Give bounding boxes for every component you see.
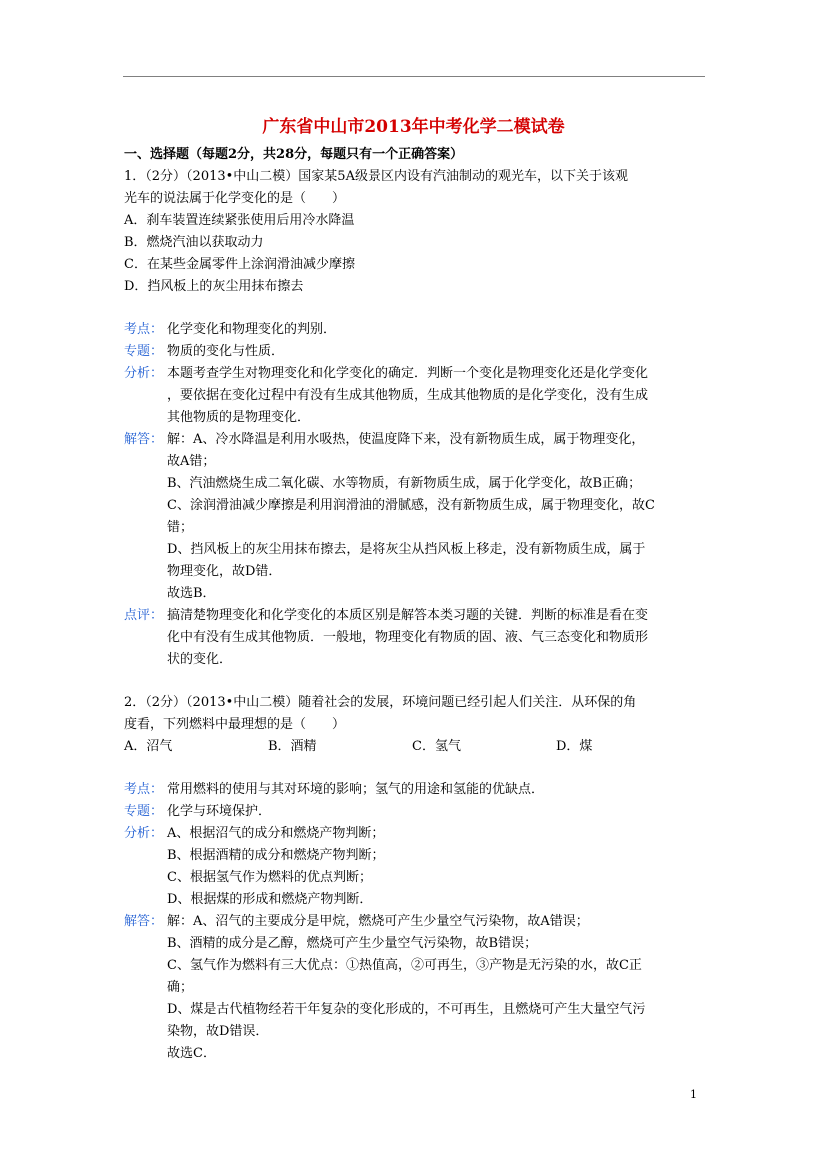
analysis-body — [167, 779, 704, 801]
analysis-line: 物质的变化与性质． — [167, 344, 285, 359]
analysis-line: B、汽油燃烧生成二氧化碳、水等物质，有新物质生成，属于化学变化，故B正确； — [167, 476, 642, 491]
analysis-line: 搞清楚物理变化和化学变化的本质区别是解答本类习题的关键．判断的标准是看在变 — [167, 608, 649, 623]
spacer — [124, 298, 704, 319]
analysis-body — [167, 319, 704, 341]
page-title: 广东省中山市2013年中考化学二模试卷 — [262, 117, 565, 137]
analysis-line: 解：A、冷水降温是利用水吸热，使温度降下来，没有新物质生成，属于物理变化， — [167, 432, 645, 447]
analysis-line: 化中有没有生成其他物质．一般地，物理变化有物质的固、液、气三态变化和物质形 — [167, 630, 649, 645]
analysis-line: 常用燃料的使用与其对环境的影响；氢气的用途和氢能的优缺点． — [167, 782, 545, 797]
analysis-line: 解：A、沼气的主要成分是甲烷，燃烧可产生少量空气污染物，故A错误； — [167, 914, 589, 929]
question-stem-line: 光车的说法属于化学变化的是（ ） — [124, 191, 346, 206]
analysis-row — [124, 779, 704, 801]
page-number: 1 — [690, 1088, 697, 1101]
header-rule — [123, 76, 705, 77]
analysis-label: 考点： — [124, 782, 164, 797]
analysis-body — [167, 341, 704, 363]
analysis-line: D、煤是古代植物经若干年复杂的变化形成的，不可再生，且燃烧可产生大量空气污 — [167, 1002, 646, 1017]
analysis-body — [167, 801, 704, 823]
question-1 — [124, 166, 704, 671]
section-heading: 一、选择题（每题2分，共28分，每题只有一个正确答案） — [124, 147, 464, 162]
analysis-line: ，要依据在变化过程中有没有生成其他物质，生成其他物质的是化学变化，没有生成 — [167, 388, 649, 403]
analysis-row — [124, 429, 704, 605]
question-stem-line: 1．（2分）（2013•中山二模）国家某5A级景区内设有汽油制动的观光车，以下关于该观 — [124, 169, 628, 184]
analysis-label: 分析： — [124, 826, 164, 841]
option: C．氢气 — [412, 739, 461, 754]
question-2 — [124, 671, 704, 1065]
option: D．挡风板上的灰尘用抹布擦去 — [124, 279, 304, 294]
question-stem-line: 2．（2分）（2013•中山二模）随着社会的发展，环境问题已经引起人们关注．从环保的角 — [124, 695, 637, 710]
analysis-body — [167, 605, 704, 671]
option: B．酒精 — [268, 739, 317, 754]
option: B．燃烧汽油以获取动力 — [124, 235, 264, 250]
analysis-line: B、根据酒精的成分和燃烧产物判断； — [167, 848, 385, 863]
analysis-line: C、氢气作为燃料有三大优点：①热值高，②可再生，③产物是无污染的水，故C正 — [167, 958, 642, 973]
option: C．在某些金属零件上涂润滑油减少摩擦 — [124, 257, 355, 272]
analysis-body — [167, 823, 704, 911]
analysis-line: C、涂润滑油减少摩擦是利用润滑油的滑腻感，没有新物质生成，属于物理变化，故C — [167, 498, 655, 513]
document-body — [124, 144, 704, 1065]
analysis-row — [124, 319, 704, 341]
analysis-row — [124, 363, 704, 429]
analysis-label: 考点： — [124, 322, 164, 337]
analysis-line: B、酒精的成分是乙醇，燃烧可产生少量空气污染物，故B错误； — [167, 936, 538, 951]
analysis-line: 故选C． — [167, 1046, 216, 1061]
analysis-line: C、根据氢气作为燃料的优点判断； — [167, 870, 372, 885]
analysis-label: 点评： — [124, 608, 164, 623]
option: A．刹车装置连续紧张使用后用冷水降温 — [124, 213, 355, 228]
analysis-row — [124, 911, 704, 1065]
analysis-row — [124, 605, 704, 671]
analysis-line: 其他物质的是物理变化． — [167, 410, 311, 425]
analysis-line: D、根据煤的形成和燃烧产物判断． — [167, 892, 373, 907]
analysis-label: 解答： — [124, 914, 164, 929]
analysis-body — [167, 363, 704, 429]
analysis-line: 故选B． — [167, 586, 216, 601]
analysis-row — [124, 801, 704, 823]
analysis-row — [124, 341, 704, 363]
analysis-body — [167, 911, 704, 1065]
analysis-line: 本题考查学生对物理变化和化学变化的确定．判断一个变化是物理变化还是化学变化 — [167, 366, 649, 381]
analysis-label: 解答： — [124, 432, 164, 447]
analysis-line: 确； — [167, 980, 194, 995]
analysis-row — [124, 823, 704, 911]
analysis-line: 物理变化，故D错． — [167, 564, 282, 579]
option: D．煤 — [556, 739, 593, 754]
analysis-line: A、根据沼气的成分和燃烧产物判断； — [167, 826, 385, 841]
analysis-line: 故A错； — [167, 454, 216, 469]
spacer — [124, 671, 704, 692]
option: A．沼气 — [124, 739, 173, 754]
option-row — [124, 736, 704, 758]
analysis-line: 化学变化和物理变化的判别． — [167, 322, 337, 337]
analysis-line: 染物，故D错误． — [167, 1024, 269, 1039]
analysis-label: 专题： — [124, 804, 164, 819]
spacer — [124, 758, 704, 779]
analysis-line: D、挡风板上的灰尘用抹布擦去，是将灰尘从挡风板上移走，没有新物质生成，属于 — [167, 542, 646, 557]
analysis-line: 状的变化． — [167, 652, 233, 667]
analysis-label: 专题： — [124, 344, 164, 359]
analysis-label: 分析： — [124, 366, 164, 381]
analysis-line: 错； — [167, 520, 194, 535]
analysis-line: 化学与环境保护． — [167, 804, 272, 819]
question-stem-line: 度看，下列燃料中最理想的是（ ） — [124, 717, 346, 732]
analysis-body — [167, 429, 704, 605]
